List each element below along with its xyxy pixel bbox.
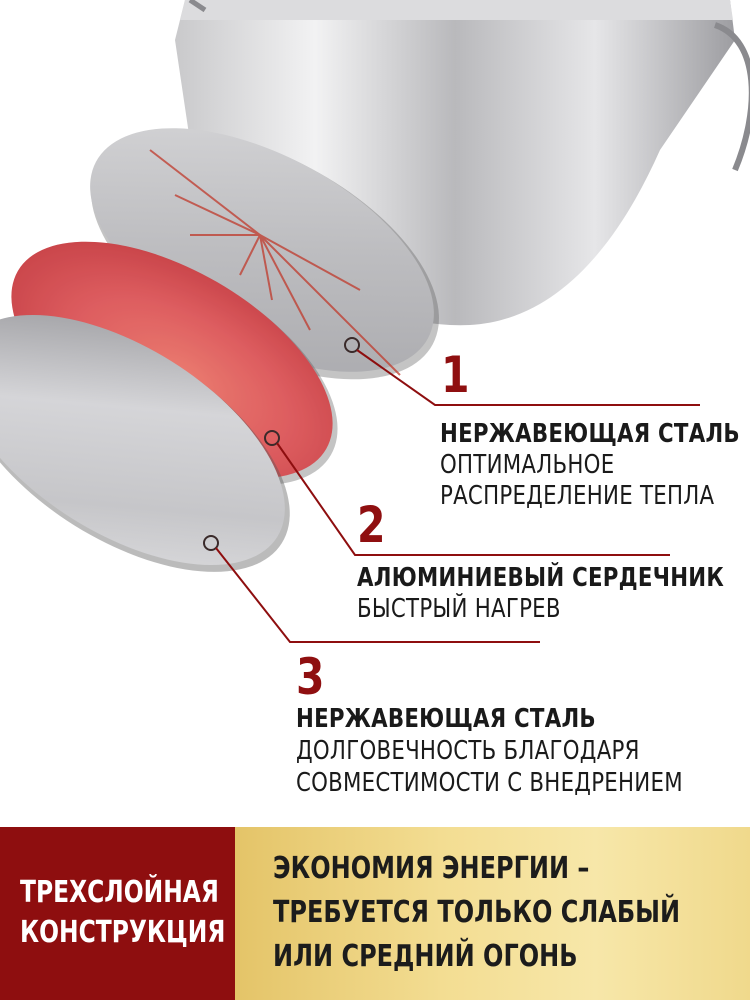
banner-right-line-2: ТРЕБУЕТСЯ ТОЛЬКО СЛАБЫЙ — [273, 895, 681, 930]
banner-left-line-1: ТРЕХСЛОЙНАЯ — [20, 875, 219, 910]
layer-1-desc-line-1: ОПТИМАЛЬНОЕ — [440, 450, 615, 480]
banner-left-panel — [0, 827, 235, 1000]
layer-3-number: 3 — [296, 648, 325, 706]
layer-3-title: НЕРЖАВЕЮЩАЯ СТАЛЬ — [296, 704, 596, 734]
banner-right-line-3: ИЛИ СРЕДНИЙ ОГОНЬ — [273, 939, 578, 974]
layer-2-desc-line-1: БЫСТРЫЙ НАГРЕВ — [357, 594, 561, 624]
layer-1-number: 1 — [441, 346, 470, 404]
banner-right-text — [273, 847, 680, 979]
layer-2-number: 2 — [357, 496, 386, 554]
banner-right-panel — [235, 827, 750, 1000]
layer-2-title: АЛЮМИНИЕВЫЙ СЕРДЕЧНИК — [357, 563, 725, 593]
banner-left-line-2: КОНСТРУКЦИЯ — [20, 915, 226, 950]
layer-3-desc-line-2: СОВМЕСТИМОСТИ С ВНЕДРЕНИЕМ — [296, 768, 683, 798]
bottom-banner — [0, 827, 750, 1000]
layer-1-desc-line-2: РАСПРЕДЕЛЕНИЕ ТЕПЛА — [440, 481, 715, 511]
banner-right-line-1: ЭКОНОМИЯ ЭНЕРГИИ – — [273, 851, 590, 886]
layer-3-desc-line-1: ДОЛГОВЕЧНОСТЬ БЛАГОДАРЯ — [296, 736, 640, 766]
layer-1-title: НЕРЖАВЕЮЩАЯ СТАЛЬ — [440, 419, 740, 449]
banner-left-text — [20, 873, 225, 953]
